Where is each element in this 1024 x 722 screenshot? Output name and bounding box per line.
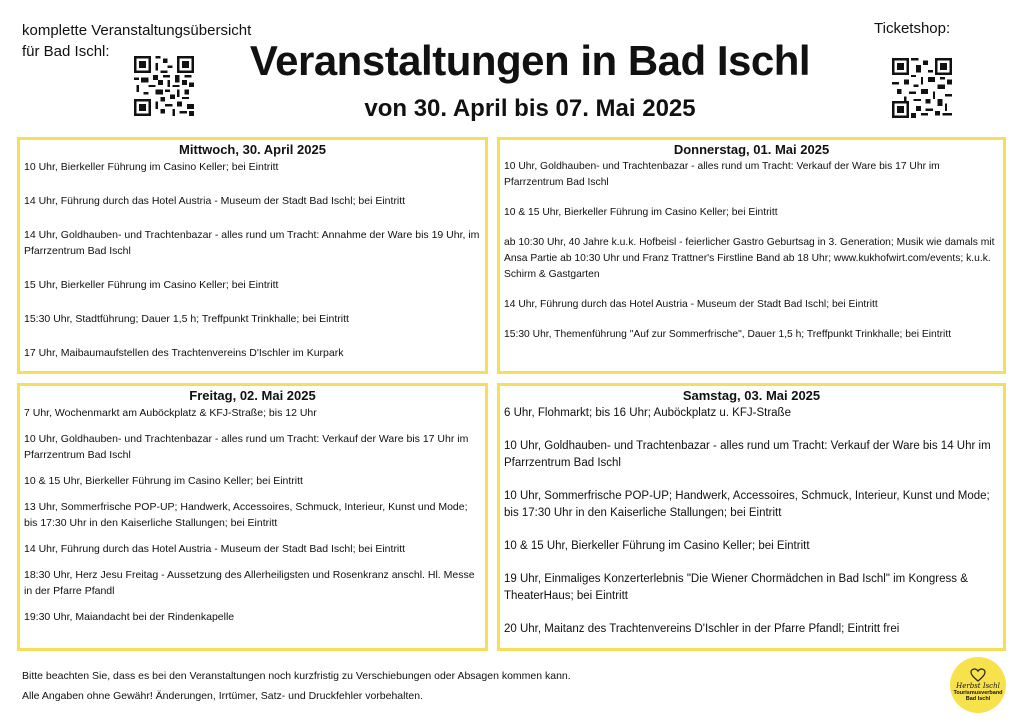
event-item: 10 & 15 Uhr, Bierkeller Führung im Casino Keller; bei Eintritt [24,475,303,487]
event-item: 15 Uhr, Bierkeller Führung im Casino Keller; bei Eintritt [24,279,279,291]
event-item: 14 Uhr, Goldhauben- und Trachtenbazar - alles rund um Tracht: Annahme der Ware bis 19 Uhr, im Pfarrzentrum Bad Ischl [24,229,480,257]
event-item: 7 Uhr, Wochenmarkt am Auböckplatz & KFJ-Straße; bis 12 Uhr [24,407,317,419]
day-box-saturday [497,383,1006,651]
day-heading: Samstag, 03. Mai 2025 [682,388,821,403]
event-item: 20 Uhr, Maitanz des Trachtenvereins D'Ischler in der Pfarre Pfandl; Eintritt frei [504,623,900,635]
event-item: 17 Uhr, Maibaumaufstellen des Trachtenvereins D'Ischler im Kurpark [24,347,344,359]
event-item: 10 & 15 Uhr, Bierkeller Führung im Casino Keller; bei Eintritt [504,540,810,552]
event-item: 10 Uhr, Goldhauben- und Trachtenbazar - alles rund um Tracht: Verkauf der Ware bis 17 Uhr im Pfarrzentrum Bad Ischl [504,161,940,188]
ticketshop-label: Ticketshop: [874,20,951,37]
logo-org-line-2: Bad Ischl [965,696,991,702]
event-item: 19 Uhr, Einmaliges Konzerterlebnis "Die Wiener Chormädchen in Bad Ischl" im Kongress & TheaterHaus; bei Eintritt [504,573,968,602]
event-item: 10 & 15 Uhr, Bierkeller Führung im Casino Keller; bei Eintritt [504,207,778,218]
event-item: 15:30 Uhr, Themenführung "Auf zur Sommerfrische", Dauer 1,5 h; Treffpunkt Trinkhalle; bei Eintritt [504,329,952,340]
day-heading: Mittwoch, 30. April 2025 [179,142,326,157]
event-item: 10 Uhr, Goldhauben- und Trachtenbazar - alles rund um Tracht: Verkauf der Ware bis 14 Uhr im Pfarrzentrum Bad Ischl [504,440,991,469]
day-heading: Donnerstag, 01. Mai 2025 [673,142,830,157]
page-title: Veranstaltungen in Bad Ischl [249,37,811,84]
event-list [504,159,999,343]
event-list [24,405,481,625]
day-box-thursday [497,137,1006,374]
tourism-logo [950,657,1006,713]
event-item: 19:30 Uhr, Maiandacht bei der Rindenkapelle [24,611,235,623]
event-item: 15:30 Uhr, Stadtführung; Dauer 1,5 h; Treffpunkt Trinkhalle; bei Eintritt [24,313,349,325]
qr-code-graphic [892,58,952,118]
event-item: 18:30 Uhr, Herz Jesu Freitag - Aussetzung des Allerheiligsten und Rosenkranz anschl. Hl. Messe in der Pfarre Pfandl [24,569,475,597]
day-box-friday [17,383,488,651]
day-heading: Freitag, 02. Mai 2025 [189,388,316,403]
event-item: 14 Uhr, Führung durch das Hotel Austria - Museum der Stadt Bad Ischl; bei Eintritt [504,299,878,310]
disclaimer-note: Alle Angaben ohne Gewähr! Änderungen, Irrtümer, Satz- und Druckfehler vorbehalten. [22,690,423,702]
event-item: 14 Uhr, Führung durch das Hotel Austria - Museum der Stadt Bad Ischl; bei Eintritt [24,543,406,555]
event-item: 14 Uhr, Führung durch das Hotel Austria - Museum der Stadt Bad Ischl; bei Eintritt [24,195,406,207]
heart-icon [970,668,986,682]
event-item: 10 Uhr, Goldhauben- und Trachtenbazar - alles rund um Tracht: Verkauf der Ware bis 17 Uhr im Pfarrzentrum Bad Ischl [24,433,469,461]
event-item: 10 Uhr, Sommerfrische POP-UP; Handwerk, Accessoires, Schmuck, Interieur, Kunst und Mode; bis 17:30 Uhr in den Kaiserliche Stallungen; bei Eintritt [504,490,990,519]
qr-code-icon[interactable] [892,58,952,118]
event-item: 10 Uhr, Bierkeller Führung im Casino Keller; bei Eintritt [24,161,279,173]
event-list [24,159,481,361]
event-item: 6 Uhr, Flohmarkt; bis 16 Uhr; Auböckplatz u. KFJ-Straße [504,407,791,419]
page-subtitle: von 30. April bis 07. Mai 2025 [364,95,696,122]
event-item: 13 Uhr, Sommerfrische POP-UP; Handwerk, Accessoires, Schmuck, Interieur, Kunst und Mode; bis 17:30 Uhr in den Kaiserliche Stallungen; bei Eintritt [24,501,468,529]
event-list [504,405,999,638]
logo-script: Herbst Ischl [956,682,1000,690]
day-box-wednesday [17,137,488,374]
event-item: ab 10:30 Uhr, 40 Jahre k.u.k. Hofbeisl - feierlicher Gastro Geburtsag in 3. Generation; Musik wie damals mit Ansa Partie ab 10:30 Uhr und Franz Trattner's Firstline Band ab 18 Uhr; www.kukhofwirt.com/events; k.u.k. Schirm & Gastgarten [504,237,995,280]
intro-line-2: für Bad Ischl: [22,43,110,60]
intro-line-1: komplette Veranstaltungsübersicht [22,22,252,39]
logo-org-line-1: Tourismusverband [953,690,1003,696]
disclaimer-note: Bitte beachten Sie, dass es bei den Veranstaltungen noch kurzfristig zu Verschiebungen oder Absagen kommen kann. [22,670,571,682]
